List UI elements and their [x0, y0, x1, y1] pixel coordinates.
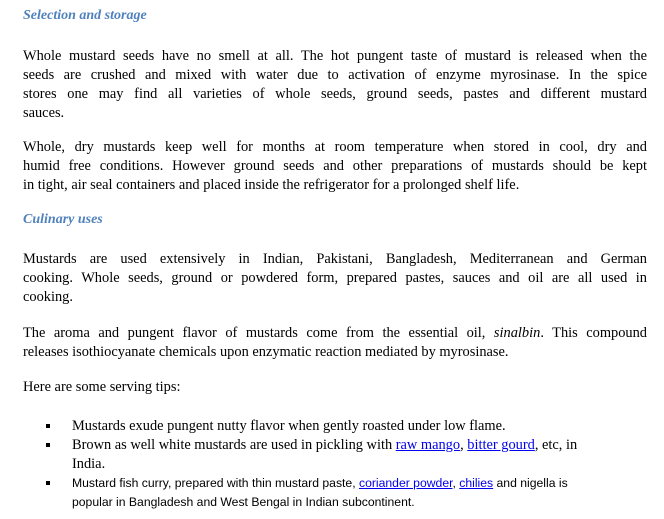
text-line: releases isothiocyanate chemicals upon enzymatic reaction mediated by myrosinase. — [23, 344, 509, 360]
text-run: , — [452, 476, 460, 490]
section-heading-culinary: Culinary uses — [23, 212, 103, 227]
text-line: Here are some serving tips: — [23, 379, 181, 395]
text-line — [23, 324, 647, 343]
tip-text-continued: India. — [72, 456, 106, 472]
bullet-icon — [46, 443, 50, 447]
tip-text: Mustard fish curry, prepared with thin mustard paste, — [72, 476, 359, 490]
tips-intro — [23, 378, 647, 397]
list-item — [40, 474, 650, 512]
text-run: , — [460, 437, 468, 453]
list-item — [40, 436, 650, 474]
tip-text: Mustards exude pungent nutty flavor when gently roasted under low flame. — [72, 418, 506, 434]
serving-tips-list — [40, 417, 650, 512]
text-line: Mustards are used extensively in Indian, Pakistani, Bangladesh, Mediterranean and German — [23, 251, 647, 267]
tip-text: Brown as well white mustards are used in pickling with — [72, 437, 396, 453]
link-bitter-gourd[interactable]: bitter gourd — [467, 437, 535, 453]
text-line: cooking. Whole seeds, ground or powdered form, prepared pastes, sauces and oil are all used in — [23, 270, 647, 286]
link-raw-mango[interactable]: raw mango — [395, 437, 461, 453]
paragraph-selection-1 — [23, 47, 647, 123]
text-run: and nigella is — [493, 476, 568, 490]
text-run: The aroma and pungent flavor of mustards come from the essential oil, — [23, 325, 494, 341]
section-heading-selection: Selection and storage — [23, 8, 147, 23]
text-line: humid free conditions. However ground seeds and other preparations of mustards should be kept — [23, 158, 647, 174]
bullet-icon — [46, 424, 50, 428]
text-line: seeds are crushed and mixed with water due to activation of enzyme myrosinase. In the spice — [23, 67, 647, 83]
text-run: , etc, in — [534, 437, 578, 453]
text-line: Whole, dry mustards keep well for months at room temperature when stored in cool, dry and — [23, 139, 647, 155]
bullet-icon — [46, 481, 50, 485]
text-line: in tight, air seal containers and placed inside the refrigerator for a prolonged shelf life. — [23, 177, 520, 193]
paragraph-culinary-1 — [23, 250, 647, 307]
paragraph-selection-2 — [23, 138, 647, 195]
text-line: stores one may find all varieties of whole seeds, ground seeds, pastes and different mustard — [23, 86, 647, 102]
text-line: sauces. — [23, 105, 65, 121]
italic-term: sinalbin — [493, 325, 541, 341]
text-run: . This compound — [540, 325, 647, 341]
paragraph-culinary-2 — [23, 324, 647, 362]
text-line: Whole mustard seeds have no smell at all. The hot pungent taste of mustard is released when the — [23, 48, 647, 64]
tip-text-continued: popular in Bangladesh and West Bengal in Indian subcontinent. — [72, 495, 415, 509]
link-coriander-powder[interactable]: coriander powder — [358, 476, 453, 490]
link-chilies[interactable]: chilies — [459, 476, 494, 490]
text-line: cooking. — [23, 289, 73, 305]
list-item — [40, 417, 650, 436]
